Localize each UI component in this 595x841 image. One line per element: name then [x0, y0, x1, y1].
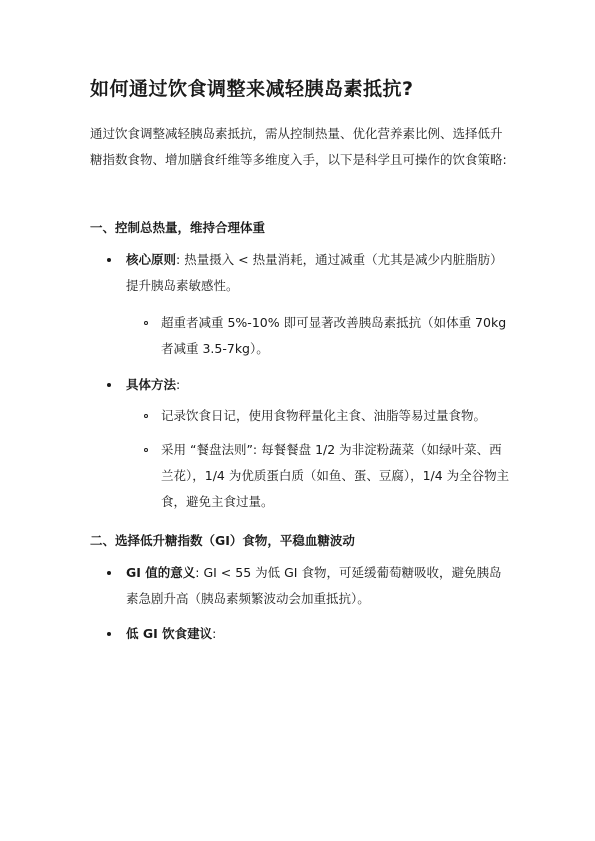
item-label: 核心原则	[126, 252, 177, 267]
item-text: :	[212, 626, 217, 641]
list-item-core-principle	[126, 247, 510, 299]
section-heading-calories: 一、控制总热量，维持合理体重	[90, 220, 266, 235]
bullet-dot-icon	[107, 571, 111, 575]
section-heading-low-gi: 二、选择低升糖指数（GI）食物，平稳血糖波动	[90, 533, 355, 548]
sub-item-food-diary	[161, 403, 513, 429]
sub-item-text: 记录饮食日记，使用食物秤量化主食、油脂等易过量食物。	[161, 408, 487, 423]
intro-paragraph: 通过饮食调整减轻胰岛素抵抗，需从控制热量、优化营养素比例、选择低升糖指数食物、增加膳食纤维等多维度入手，以下是科学且可操作的饮食策略:	[90, 126, 507, 167]
list-item-low-gi-advice	[126, 621, 510, 647]
item-text: : GI < 55 为低 GI 食物，可延缓葡萄糖吸收，避免胰岛素急剧升高（胰岛素频繁波动会加重抵抗）。	[126, 565, 502, 606]
bullet-circle-icon	[144, 414, 148, 418]
document-title: 如何通过饮食调整来减轻胰岛素抵抗?	[90, 78, 414, 100]
item-text: :	[176, 377, 181, 392]
item-label: GI 值的意义	[126, 565, 196, 580]
bullet-dot-icon	[107, 383, 111, 387]
sub-item-plate-method	[161, 437, 511, 515]
bullet-circle-icon	[144, 448, 148, 452]
list-item-gi-meaning	[126, 560, 510, 612]
bullet-dot-icon	[107, 632, 111, 636]
bullet-circle-icon	[144, 321, 148, 325]
bullet-dot-icon	[107, 258, 111, 262]
list-item-methods	[126, 372, 510, 398]
sub-item-text: 超重者减重 5%-10% 即可显著改善胰岛素抵抗（如体重 70kg 者减重 3.5-7kg）。	[161, 315, 507, 356]
sub-item-text: 采用 “餐盘法则”: 每餐餐盘 1/2 为非淀粉蔬菜（如绿叶菜、西兰花），1/4 为优质蛋白质（如鱼、蛋、豆腐），1/4 为全谷物主食，避免主食过量。	[161, 442, 510, 509]
item-label: 低 GI 饮食建议	[126, 626, 213, 641]
sub-item-weight-loss	[161, 310, 511, 362]
item-label: 具体方法	[126, 377, 177, 392]
item-text: : 热量摄入 < 热量消耗，通过减重（尤其是减少内脏脂肪）提升胰岛素敏感性。	[126, 252, 503, 293]
